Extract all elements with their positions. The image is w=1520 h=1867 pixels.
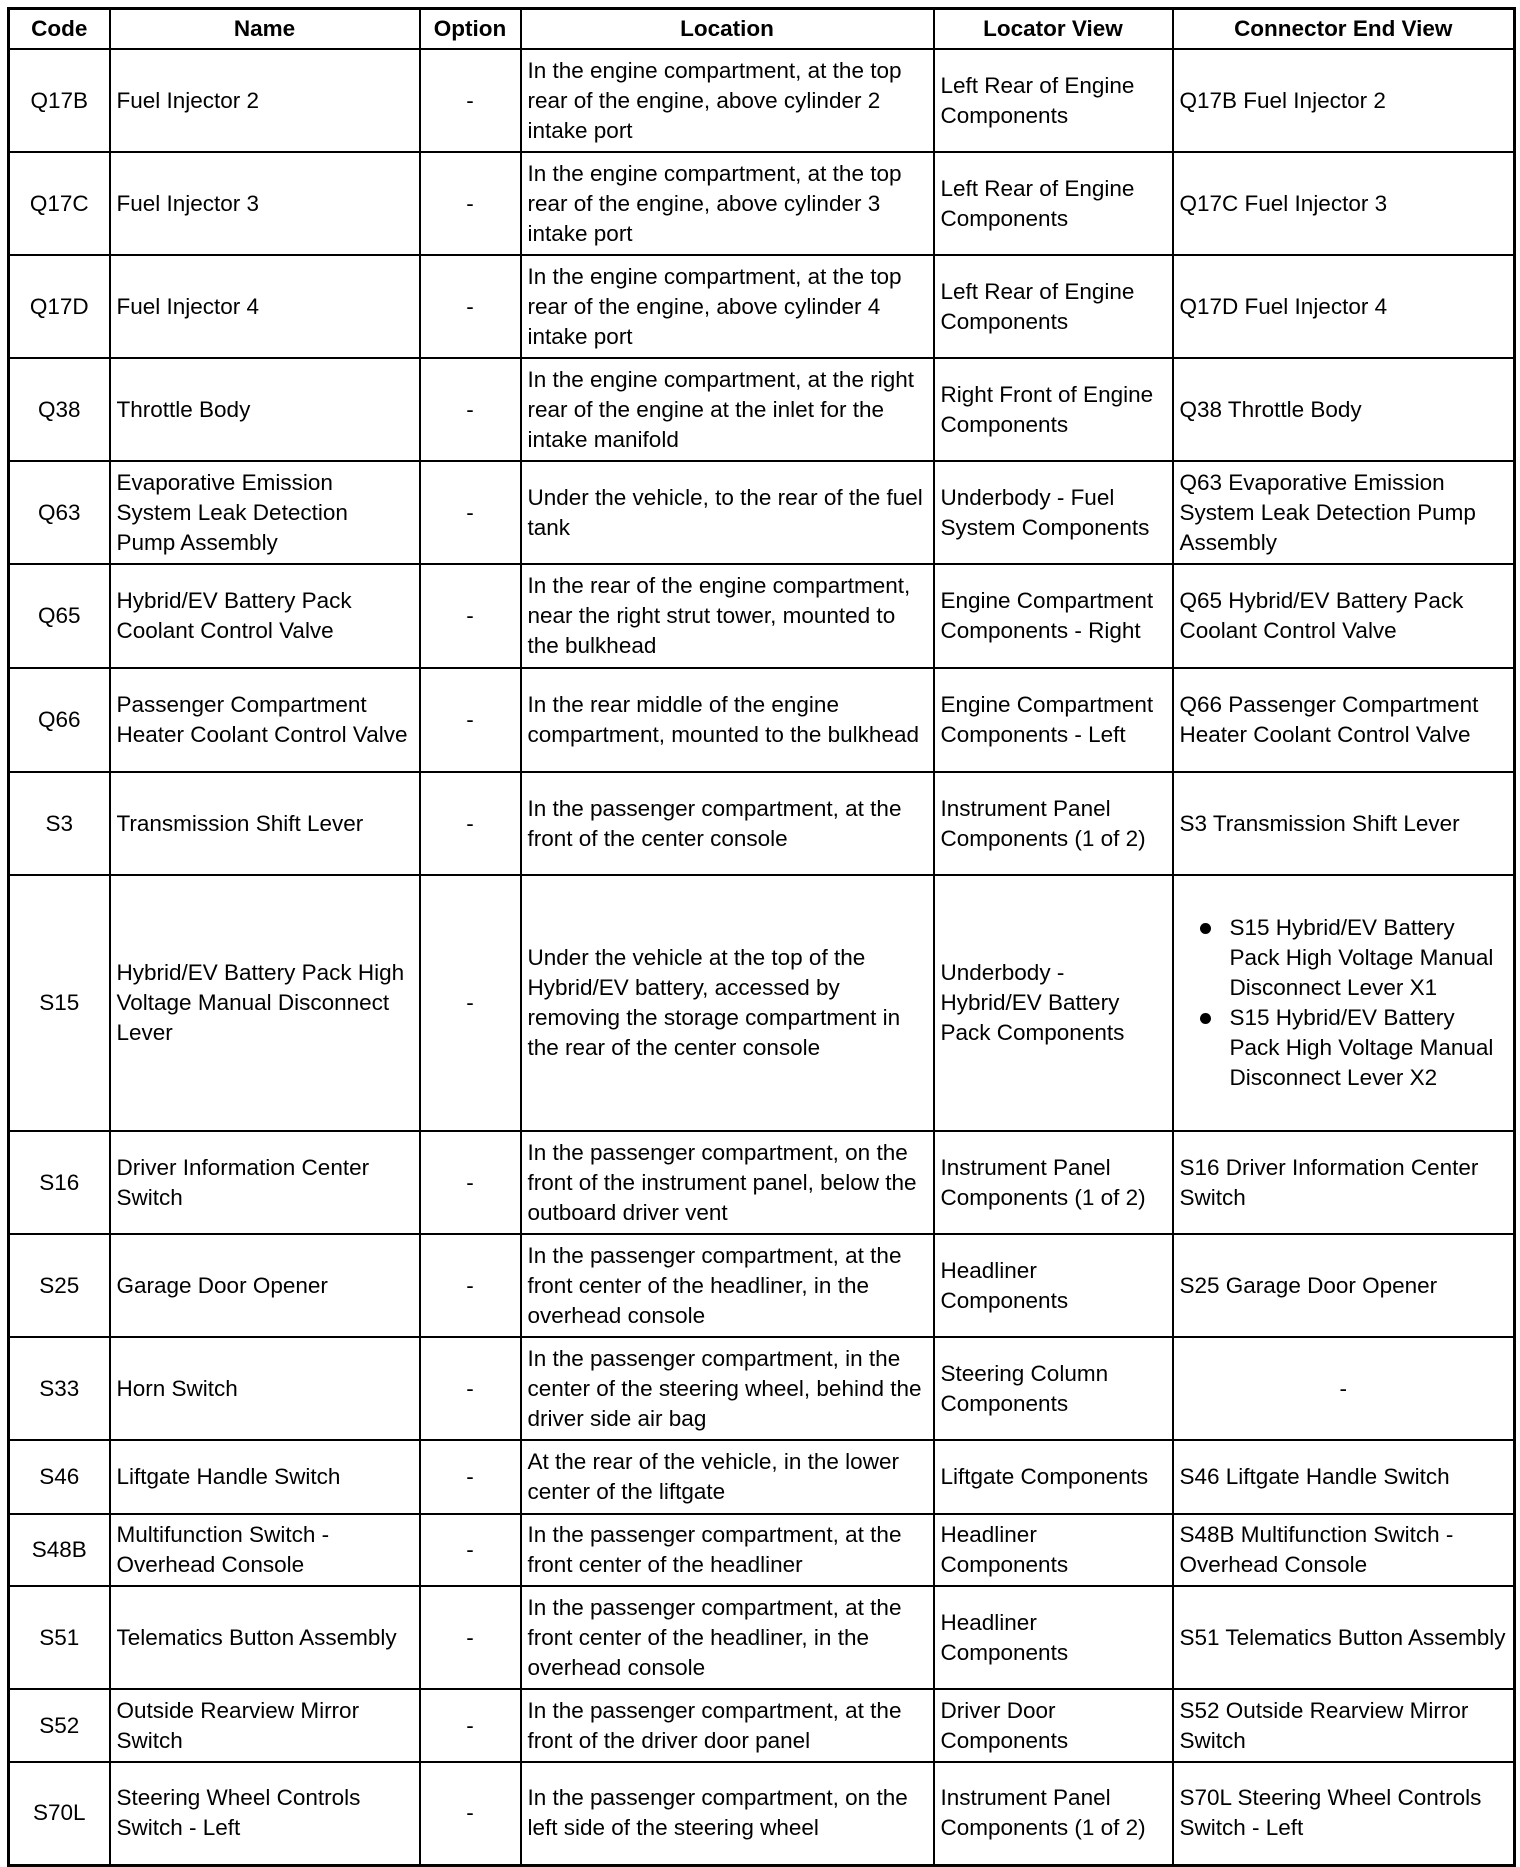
- header-option: Option: [420, 9, 521, 50]
- cell-name: Fuel Injector 4: [110, 255, 420, 358]
- table-row: [9, 1689, 1515, 1762]
- header-location: Location: [521, 9, 934, 50]
- cell-connector-end-view: [1173, 875, 1515, 1131]
- cell-location: In the passenger compartment, at the front center of the headliner: [521, 1514, 934, 1586]
- cell-location: In the engine compartment, at the top rear of the engine, above cylinder 3 intake port: [521, 152, 934, 255]
- cell-name: Liftgate Handle Switch: [110, 1440, 420, 1514]
- cell-locator-view: Driver Door Components: [934, 1689, 1173, 1762]
- header-row: [9, 9, 1515, 50]
- cell-name: Transmission Shift Lever: [110, 772, 420, 875]
- cell-code: S51: [9, 1586, 110, 1689]
- cell-name: Garage Door Opener: [110, 1234, 420, 1337]
- cell-code: S3: [9, 772, 110, 875]
- cell-locator-view: Instrument Panel Components (1 of 2): [934, 1762, 1173, 1865]
- table-row: [9, 1762, 1515, 1865]
- cell-connector-end-view: S25 Garage Door Opener: [1173, 1234, 1515, 1337]
- table-row: [9, 772, 1515, 875]
- cell-locator-view: Headliner Components: [934, 1234, 1173, 1337]
- cell-code: Q66: [9, 668, 110, 772]
- header-connector-end-view: Connector End View: [1173, 9, 1515, 50]
- table-row: [9, 461, 1515, 564]
- cell-code: Q65: [9, 564, 110, 668]
- cell-connector-end-view: Q17D Fuel Injector 4: [1173, 255, 1515, 358]
- cell-option: -: [420, 1131, 521, 1234]
- cell-connector-end-view: Q17B Fuel Injector 2: [1173, 49, 1515, 152]
- cell-location: Under the vehicle at the top of the Hybrid/EV battery, accessed by removing the storage compartment in the rear of the center console: [521, 875, 934, 1131]
- cell-locator-view: Steering Column Components: [934, 1337, 1173, 1440]
- cell-option: -: [420, 1514, 521, 1586]
- cell-connector-end-view: S16 Driver Information Center Switch: [1173, 1131, 1515, 1234]
- table-row: [9, 358, 1515, 461]
- table-row: [9, 152, 1515, 255]
- cell-location: In the engine compartment, at the top rear of the engine, above cylinder 2 intake port: [521, 49, 934, 152]
- cell-code: S16: [9, 1131, 110, 1234]
- cell-code: S15: [9, 875, 110, 1131]
- cell-location: In the passenger compartment, on the front of the instrument panel, below the outboard driver vent: [521, 1131, 934, 1234]
- cell-location: In the rear middle of the engine compartment, mounted to the bulkhead: [521, 668, 934, 772]
- cell-code: Q17D: [9, 255, 110, 358]
- cell-location: In the passenger compartment, at the front center of the headliner, in the overhead console: [521, 1234, 934, 1337]
- table-row: [9, 1586, 1515, 1689]
- connector-list-item: S15 Hybrid/EV Battery Pack High Voltage Manual Disconnect Lever X2: [1230, 1003, 1508, 1093]
- cell-option: -: [420, 1337, 521, 1440]
- cell-locator-view: Underbody - Hybrid/EV Battery Pack Components: [934, 875, 1173, 1131]
- cell-code: S33: [9, 1337, 110, 1440]
- table-row: [9, 564, 1515, 668]
- cell-name: Multifunction Switch - Overhead Console: [110, 1514, 420, 1586]
- cell-connector-end-view: Q38 Throttle Body: [1173, 358, 1515, 461]
- cell-location: In the rear of the engine compartment, near the right strut tower, mounted to the bulkhead: [521, 564, 934, 668]
- cell-locator-view: Left Rear of Engine Components: [934, 255, 1173, 358]
- cell-code: Q17B: [9, 49, 110, 152]
- cell-option: -: [420, 358, 521, 461]
- cell-option: -: [420, 875, 521, 1131]
- cell-location: In the passenger compartment, on the left side of the steering wheel: [521, 1762, 934, 1865]
- cell-connector-end-view: S70L Steering Wheel Controls Switch - Left: [1173, 1762, 1515, 1865]
- cell-option: -: [420, 255, 521, 358]
- cell-connector-end-view: S51 Telematics Button Assembly: [1173, 1586, 1515, 1689]
- cell-code: S48B: [9, 1514, 110, 1586]
- cell-option: -: [420, 772, 521, 875]
- cell-connector-end-view: S48B Multifunction Switch - Overhead Console: [1173, 1514, 1515, 1586]
- cell-option: -: [420, 1689, 521, 1762]
- cell-option: -: [420, 1762, 521, 1865]
- component-locator-table: [7, 7, 1516, 1867]
- cell-name: Telematics Button Assembly: [110, 1586, 420, 1689]
- cell-locator-view: Liftgate Components: [934, 1440, 1173, 1514]
- cell-locator-view: Instrument Panel Components (1 of 2): [934, 772, 1173, 875]
- cell-code: Q63: [9, 461, 110, 564]
- cell-location: In the engine compartment, at the top rear of the engine, above cylinder 4 intake port: [521, 255, 934, 358]
- header-name: Name: [110, 9, 420, 50]
- table-row: [9, 1514, 1515, 1586]
- cell-code: Q38: [9, 358, 110, 461]
- cell-location: In the passenger compartment, at the front of the center console: [521, 772, 934, 875]
- cell-connector-end-view: Q66 Passenger Compartment Heater Coolant Control Valve: [1173, 668, 1515, 772]
- table-row: [9, 1131, 1515, 1234]
- cell-locator-view: Headliner Components: [934, 1514, 1173, 1586]
- header-locator-view: Locator View: [934, 9, 1173, 50]
- cell-name: Hybrid/EV Battery Pack High Voltage Manual Disconnect Lever: [110, 875, 420, 1131]
- cell-connector-end-view: S3 Transmission Shift Lever: [1173, 772, 1515, 875]
- cell-option: -: [420, 668, 521, 772]
- cell-locator-view: Instrument Panel Components (1 of 2): [934, 1131, 1173, 1234]
- cell-name: Steering Wheel Controls Switch - Left: [110, 1762, 420, 1865]
- cell-name: Evaporative Emission System Leak Detection Pump Assembly: [110, 461, 420, 564]
- cell-location: In the engine compartment, at the right rear of the engine at the inlet for the intake manifold: [521, 358, 934, 461]
- cell-code: S70L: [9, 1762, 110, 1865]
- connector-list: [1180, 913, 1508, 1093]
- cell-locator-view: Left Rear of Engine Components: [934, 152, 1173, 255]
- cell-code: S52: [9, 1689, 110, 1762]
- table-row: [9, 668, 1515, 772]
- cell-location: In the passenger compartment, at the front of the driver door panel: [521, 1689, 934, 1762]
- cell-code: Q17C: [9, 152, 110, 255]
- cell-option: -: [420, 1586, 521, 1689]
- cell-locator-view: Headliner Components: [934, 1586, 1173, 1689]
- cell-option: -: [420, 49, 521, 152]
- connector-list-item: S15 Hybrid/EV Battery Pack High Voltage Manual Disconnect Lever X1: [1230, 913, 1508, 1003]
- cell-connector-end-view: Q65 Hybrid/EV Battery Pack Coolant Control Valve: [1173, 564, 1515, 668]
- table-row: [9, 1440, 1515, 1514]
- cell-location: In the passenger compartment, in the center of the steering wheel, behind the driver side air bag: [521, 1337, 934, 1440]
- cell-name: Outside Rearview Mirror Switch: [110, 1689, 420, 1762]
- table-row: [9, 49, 1515, 152]
- table-row: [9, 255, 1515, 358]
- cell-name: Passenger Compartment Heater Coolant Control Valve: [110, 668, 420, 772]
- cell-name: Fuel Injector 2: [110, 49, 420, 152]
- cell-connector-end-view: Q63 Evaporative Emission System Leak Detection Pump Assembly: [1173, 461, 1515, 564]
- cell-connector-end-view: S52 Outside Rearview Mirror Switch: [1173, 1689, 1515, 1762]
- cell-locator-view: Engine Compartment Components - Right: [934, 564, 1173, 668]
- cell-name: Fuel Injector 3: [110, 152, 420, 255]
- cell-option: -: [420, 461, 521, 564]
- cell-locator-view: Underbody - Fuel System Components: [934, 461, 1173, 564]
- cell-location: In the passenger compartment, at the front center of the headliner, in the overhead console: [521, 1586, 934, 1689]
- cell-code: S25: [9, 1234, 110, 1337]
- table-row: [9, 1337, 1515, 1440]
- cell-name: Throttle Body: [110, 358, 420, 461]
- cell-location: At the rear of the vehicle, in the lower center of the liftgate: [521, 1440, 934, 1514]
- cell-location: Under the vehicle, to the rear of the fuel tank: [521, 461, 934, 564]
- cell-name: Horn Switch: [110, 1337, 420, 1440]
- cell-option: -: [420, 152, 521, 255]
- cell-locator-view: Engine Compartment Components - Left: [934, 668, 1173, 772]
- cell-option: -: [420, 1440, 521, 1514]
- cell-connector-end-view: -: [1173, 1337, 1515, 1440]
- cell-option: -: [420, 1234, 521, 1337]
- cell-name: Driver Information Center Switch: [110, 1131, 420, 1234]
- cell-locator-view: Right Front of Engine Components: [934, 358, 1173, 461]
- table-row: [9, 1234, 1515, 1337]
- table-row: [9, 875, 1515, 1131]
- cell-locator-view: Left Rear of Engine Components: [934, 49, 1173, 152]
- cell-name: Hybrid/EV Battery Pack Coolant Control Valve: [110, 564, 420, 668]
- header-code: Code: [9, 9, 110, 50]
- cell-option: -: [420, 564, 521, 668]
- cell-connector-end-view: Q17C Fuel Injector 3: [1173, 152, 1515, 255]
- cell-connector-end-view: S46 Liftgate Handle Switch: [1173, 1440, 1515, 1514]
- cell-code: S46: [9, 1440, 110, 1514]
